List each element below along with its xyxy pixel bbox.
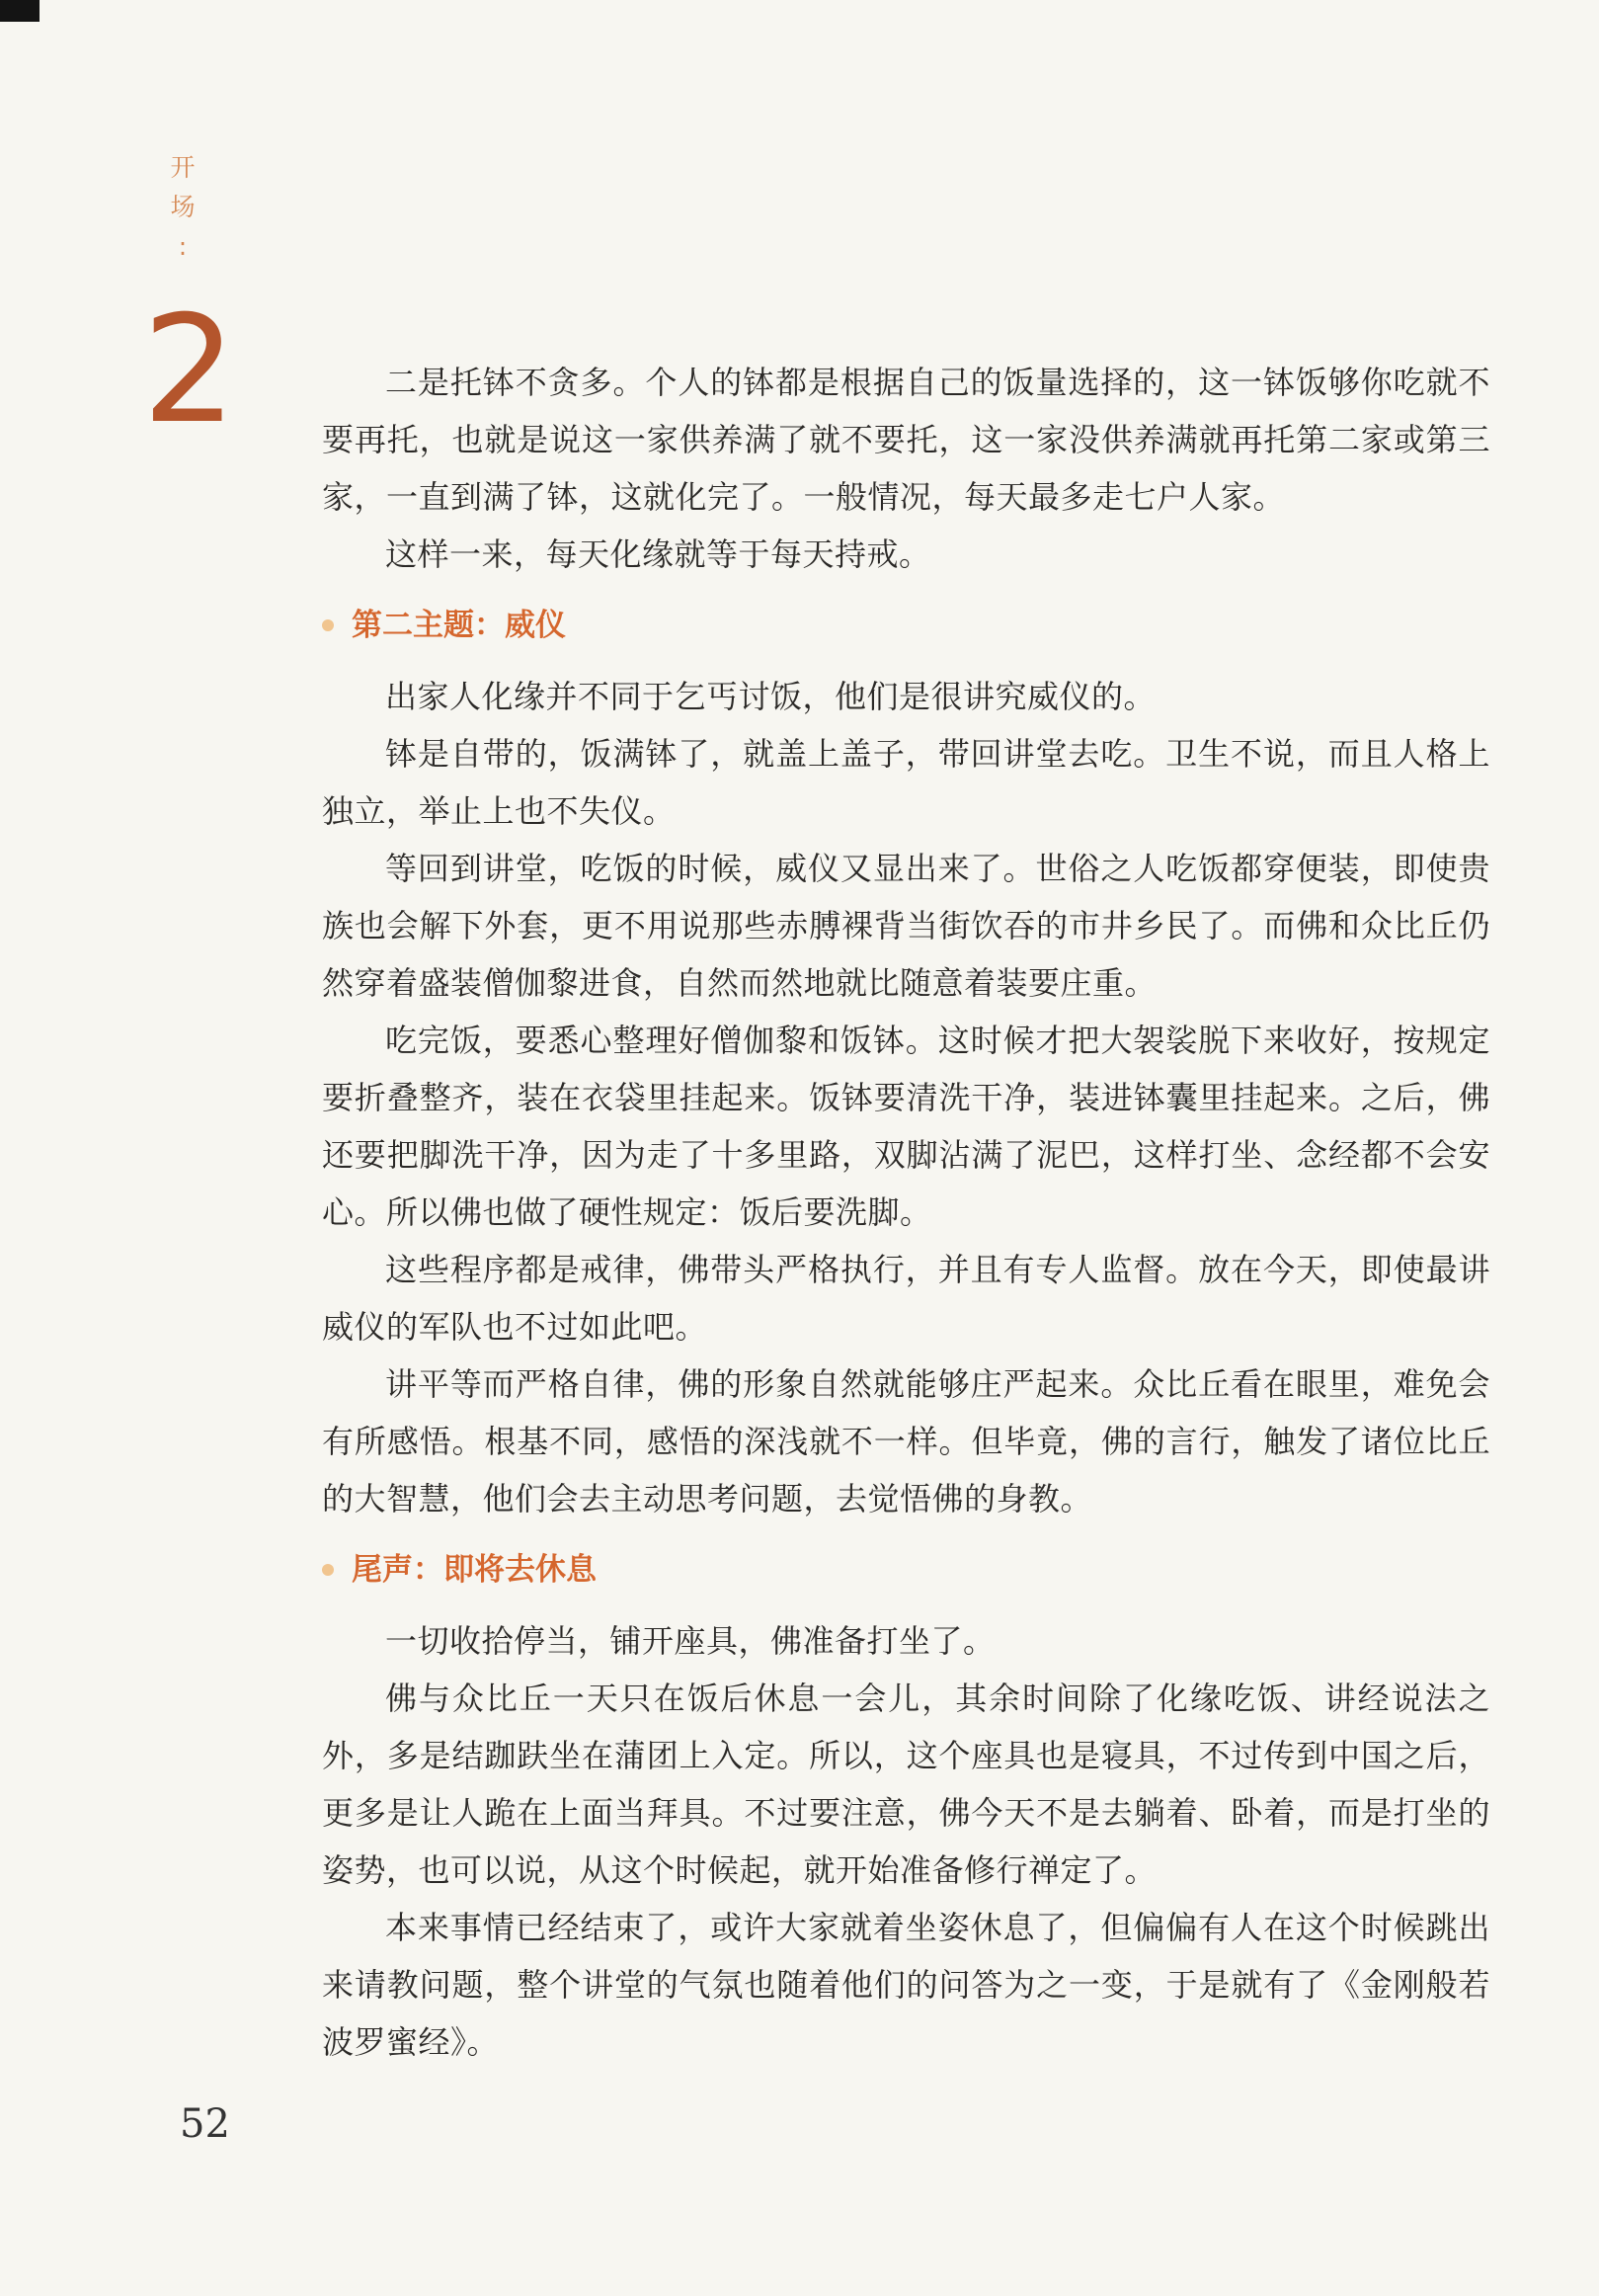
paragraph: 钵是自带的，饭满钵了，就盖上盖子，带回讲堂去吃。卫生不说，而且人格上独立，举止上也不失仪。 — [322, 735, 1490, 830]
chapter-number: 2 — [142, 285, 237, 456]
paragraph: 二是托钵不贪多。个人的钵都是根据自己的饭量选择的，这一钵饭够你吃就不要再托，也就是说这一家供养满了就不要托，这一家没供养满就再托第二家或第三家，一直到满了钵，这就化完了。一般情况，每天最多走七户人家。 — [322, 364, 1490, 516]
paragraph: 出家人化缘并不同于乞丐讨饭，他们是很讲究威仪的。 — [385, 678, 1157, 715]
scan-corner-mark — [0, 0, 40, 22]
paragraph: 讲平等而严格自律，佛的形象自然就能够庄严起来。众比丘看在眼里，难免会有所感悟。根基不同，感悟的深浅就不一样。但毕竟，佛的言行，触发了诸位比丘的大智慧，他们会去主动思考问题，去觉悟佛的身教。 — [322, 1365, 1490, 1517]
paragraph: 一切收拾停当，铺开座具，佛准备打坐了。 — [385, 1622, 996, 1660]
paragraph: 佛与众比丘一天只在饭后休息一会儿，其余时间除了化缘吃饭、讲经说法之外，多是结跏趺坐在蒲团上入定。所以，这个座具也是寝具，不过传到中国之后，更多是让人跪在上面当拜具。不过要注意，佛今天不是去躺着、卧着，而是打坐的姿势，也可以说，从这个时候起，就开始准备修行禅定了。 — [322, 1680, 1490, 1889]
side-label-char: 场 — [170, 193, 196, 221]
side-label-char: : — [178, 232, 188, 261]
page-number: 52 — [180, 2101, 230, 2147]
side-label-char: 开 — [170, 153, 196, 182]
side-label — [168, 148, 198, 267]
section-heading-text: 尾声：即将去休息 — [352, 1552, 597, 1588]
bullet-dot-icon — [322, 1564, 334, 1576]
paragraph: 这些程序都是戒律，佛带头严格执行，并且有专人监督。放在今天，即使最讲威仪的军队也不过如此吧。 — [322, 1251, 1490, 1346]
paragraph: 等回到讲堂，吃饭的时候，威仪又显出来了。世俗之人吃饭都穿便装，即使贵族也会解下外套，更不用说那些赤膊裸背当街饮吞的市井乡民了。而佛和众比丘仍然穿着盛装僧伽黎进食，自然而然地就比随意着装要庄重。 — [322, 850, 1490, 1002]
main-text — [322, 354, 1490, 2071]
paragraph: 这样一来，每天化缘就等于每天持戒。 — [385, 535, 931, 573]
paragraph: 本来事情已经结束了，或许大家就着坐姿休息了，但偏偏有人在这个时候跳出来请教问题，整个讲堂的气氛也随着他们的问答为之一变，于是就有了《金刚般若波罗蜜经》。 — [322, 1909, 1490, 2061]
section-heading-text: 第二主题：威仪 — [352, 608, 566, 643]
section-heading — [322, 1527, 1490, 1612]
paragraph: 吃完饭，要悉心整理好僧伽黎和饭钵。这时候才把大袈裟脱下来收好，按规定要折叠整齐，装在衣袋里挂起来。饭钵要清洗干净，装进钵囊里挂起来。之后，佛还要把脚洗干净，因为走了十多里路，双脚沾满了泥巴，这样打坐、念经都不会安心。所以佛也做了硬性规定：饭后要洗脚。 — [322, 1022, 1490, 1231]
section-heading — [322, 583, 1490, 668]
bullet-dot-icon — [322, 619, 334, 631]
